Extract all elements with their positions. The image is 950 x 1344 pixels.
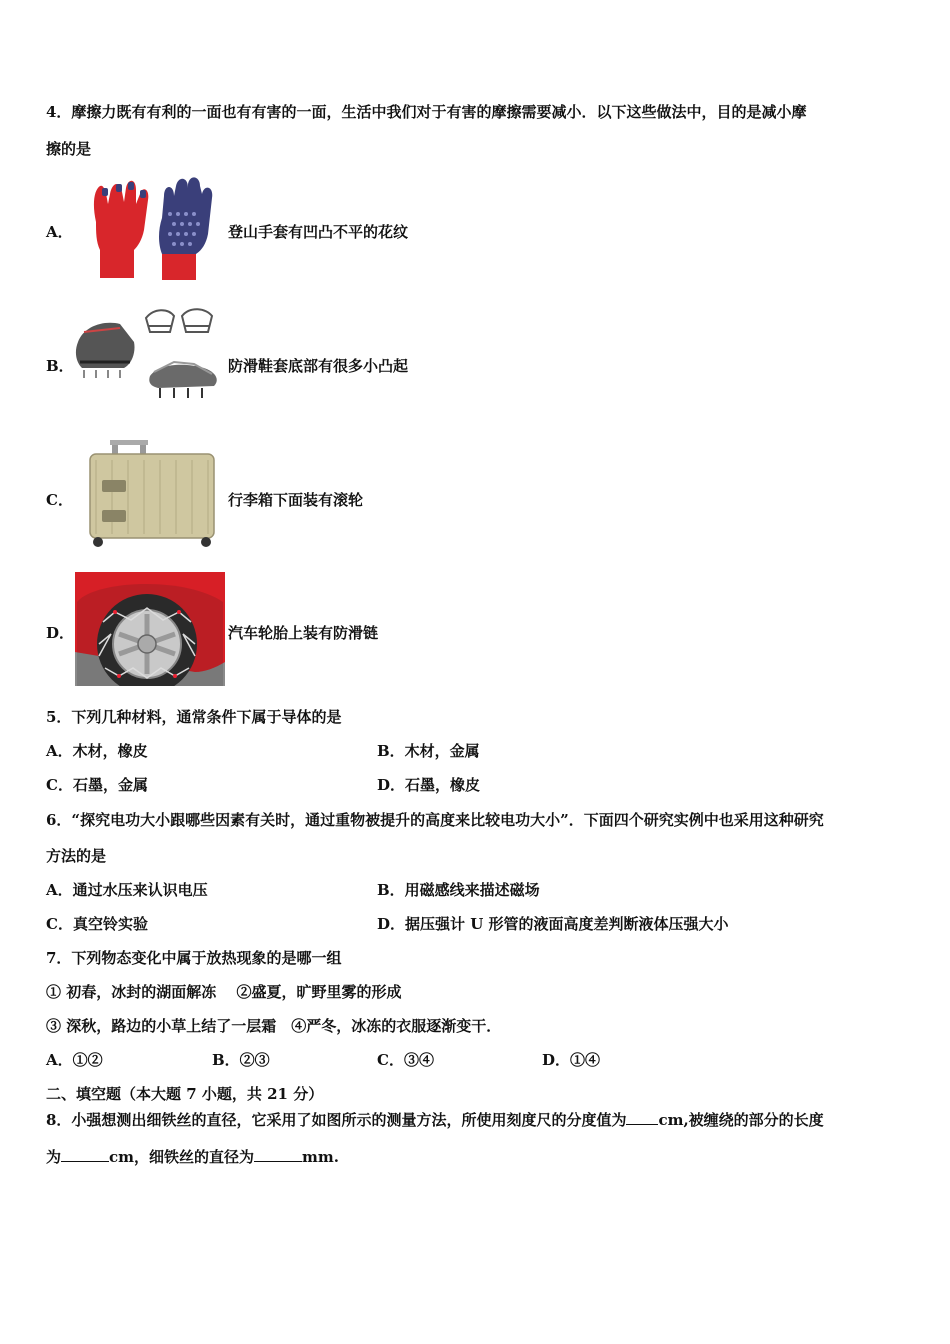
q8-blank-2[interactable]	[61, 1147, 109, 1162]
q7-option-d: D．①④	[542, 1051, 601, 1069]
q7-option-b: B．②③	[212, 1051, 270, 1069]
suitcase-image	[82, 440, 218, 548]
q7-option-a: A．①②	[46, 1051, 103, 1069]
tire-chain-image	[75, 572, 225, 686]
q6-option-b: B．用磁感线来描述磁场	[377, 881, 540, 899]
q4-option-d-text: 汽车轮胎上装有防滑链	[228, 624, 379, 642]
q4-option-c-text: 行李箱下面装有滚轮	[228, 491, 364, 509]
q7-line1: ① 初春，冰封的湖面解冻 ②盛夏，旷野里雾的形成	[46, 983, 402, 1001]
q7-line2: ③ 深秋，路边的小草上结了一层霜 ④严冬，冰冻的衣服逐渐变干．	[46, 1017, 502, 1035]
q5-option-c: C．石墨，金属	[46, 776, 148, 794]
q4-option-d-label: D．	[46, 624, 75, 642]
q6-stem-line2: 方法的是	[46, 847, 107, 865]
q8-blank-1[interactable]	[626, 1110, 658, 1125]
q8-blank-3[interactable]	[254, 1147, 302, 1162]
q6-option-a: A．通过水压来认识电压	[46, 881, 208, 899]
q4-option-c-label: C．	[46, 491, 73, 509]
q5-option-a: A．木材，橡皮	[46, 742, 148, 760]
q4-option-a-label: A．	[46, 223, 73, 241]
q6-stem-line1: 6．“探究电功大小跟哪些因素有关时，通过重物被提升的高度来比较电功大小”．下面四个研究实例中也采用这种研究	[46, 811, 824, 829]
q5-option-b: B．木材，金属	[377, 742, 480, 760]
q4-stem-line2: 擦的是	[46, 140, 92, 158]
q5-stem: 5．下列几种材料，通常条件下属于导体的是	[46, 708, 342, 726]
q8-part1: 8．小强想测出细铁丝的直径，它采用了如图所示的测量方法，所使用刻度尺的分度值为	[46, 1111, 627, 1129]
q4-option-b-label: B．	[46, 357, 74, 375]
q7-option-c: C．③④	[377, 1051, 434, 1069]
q8-part4: cm，细铁丝的直径为	[109, 1148, 255, 1166]
q8-part3: 为	[46, 1148, 62, 1166]
shoe-crampons-image	[74, 302, 224, 414]
q8-part5: mm.	[302, 1148, 339, 1166]
q4-option-b-text: 防滑鞋套底部有很多小凸起	[228, 357, 409, 375]
q8-line1	[46, 1110, 824, 1130]
gloves-image	[78, 174, 228, 284]
q6-option-d: D．据压强计 U 形管的液面高度差判断液体压强大小	[377, 915, 729, 933]
q4-stem-line1: 4．摩擦力既有有利的一面也有有害的一面，生活中我们对于有害的摩擦需要减小．以下这些做法中，目的是减小摩	[46, 103, 807, 121]
q4-option-a-text: 登山手套有凹凸不平的花纹	[228, 223, 409, 241]
q7-stem: 7．下列物态变化中属于放热现象的是哪一组	[46, 949, 342, 967]
q8-part2: cm,被缠绕的部分的长度	[658, 1111, 824, 1129]
q6-option-c: C．真空铃实验	[46, 915, 148, 933]
q8-line2	[46, 1147, 339, 1167]
section-title: 二、填空题（本大题 7 小题，共 21 分）	[46, 1085, 324, 1103]
q5-option-d: D．石墨，橡皮	[377, 776, 481, 794]
